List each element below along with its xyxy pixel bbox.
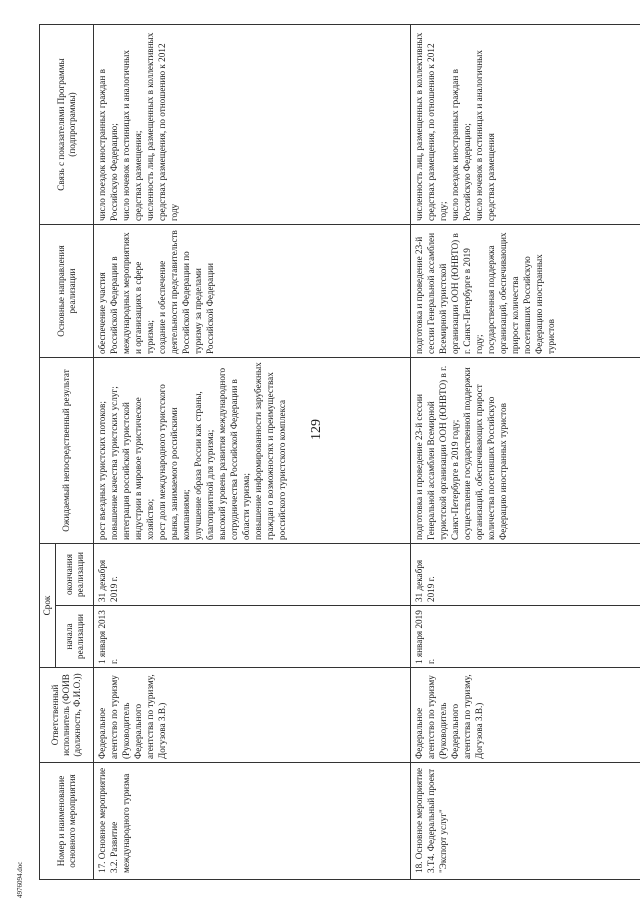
row-indicators: число поездок иностранных граждан в Российскую Федерацию; число ночевок в гостиницах и аналогичных средствах размещения; численность лиц, размещенных в коллективных средствах размещения, по отношению к 2012 году xyxy=(94,25,411,225)
row-directions: обеспечение участия Российской Федерации в международных мероприятиях и организациях в сфере туризма; создание и обеспечение деятельности представительств Российской Федерации по туризму за пределами Российской Федерации xyxy=(94,225,411,358)
header-executor: Ответственный исполнитель (ФОИВ (должность, Ф.И.О.)) xyxy=(40,668,94,763)
header-number-name: Номер и наименование основного мероприятия xyxy=(40,763,94,880)
header-term-start: начала реализации xyxy=(56,606,94,668)
row-end: 31 декабря 2019 г. xyxy=(94,544,411,606)
row-end: 31 декабря 2019 г. xyxy=(411,544,640,606)
row-directions: подготовка и проведение 23-й сессии Генеральной ассамблеи Всемирной туристской организации ООН (ЮНВТО) в г. Санкт-Петербурге в 2019 году; государственная поддержка организаций, обеспечивающих прирост количества посетивших Российскую Федерацию иностранных туристов xyxy=(411,225,640,358)
header-term-end: окончания реализации xyxy=(56,544,94,606)
rotated-page-content xyxy=(39,15,640,880)
row-indicators: численность лиц, размещенных в коллективных средствах размещения, по отношению к 2012 году; число поездок иностранных граждан в Российскую Федерацию; число ночевок в гостиницах и аналогичных средствах размещения xyxy=(411,25,640,225)
row-result: рост въездных туристских потоков; повышение качества туристских услуг; интеграция российской туристской индустрии в мировое туристическое хозяйство; рост доли международного туристского рынка, занимаемого российскими компаниями; улучшение образа России как страны, благоприятной для туризма; высокий уровень развития международного сотрудничества Российской Федерации в области туризма; повышение информированности зарубежных граждан о возможностях и преимуществах российского туристского комплекса xyxy=(94,358,411,544)
activities-table xyxy=(39,24,640,880)
row-start: 1 января 2013 г. xyxy=(94,606,411,668)
page-number: 129 xyxy=(309,419,324,440)
header-term: Срок xyxy=(40,544,56,668)
header-result: Ожидаемый непосредственный результат xyxy=(40,358,94,544)
row-number: 17. xyxy=(97,861,107,873)
table-row xyxy=(411,25,640,880)
row-name: Основное мероприятие 3.Т4. Федеральный проект "Экспорт услуг" xyxy=(414,767,448,873)
row-executor: Федеральное агентство по туризму (Руководитель Федерального агентства по туризму, Догузова З.В.) xyxy=(411,668,640,763)
table-row xyxy=(94,25,411,880)
header-directions: Основные направления реализации xyxy=(40,225,94,358)
row-name: Основное мероприятие 3.2. Развитие международного туризма xyxy=(97,767,131,873)
row-start: 1 января 2019 г. xyxy=(411,606,640,668)
header-indicators: Связь с показателями Программы (подпрограммы) xyxy=(40,25,94,225)
row-number-name-cell xyxy=(411,763,640,880)
document-id: 4976094.doc xyxy=(16,861,24,898)
row-number: 18. xyxy=(414,861,424,873)
row-executor: Федеральное агентство по туризму (Руководитель Федерального агентства по туризму, Догузова З.В.) xyxy=(94,668,411,763)
row-number-name-cell xyxy=(94,763,411,880)
row-result: подготовка и проведение 23-й сессии Генеральной ассамблеи Всемирной туристской организации ООН (ЮНВТО) в г. Санкт-Петербурге в 2019 году; осуществление государственной поддержки организаций, обеспечивающих прирост количества посетивших Российскую Федерацию иностранных туристов xyxy=(411,358,640,544)
